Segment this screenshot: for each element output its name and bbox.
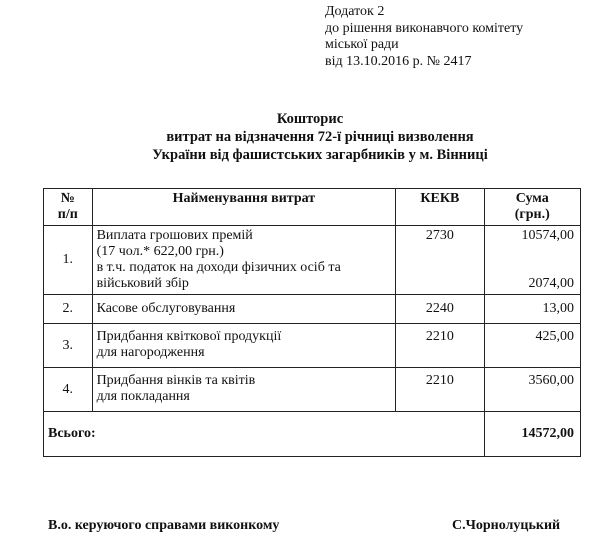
row-name-line: Виплата грошових премій: [96, 228, 253, 243]
header-num: [44, 189, 93, 226]
signature-position: В.о. керуючого справами виконкому: [48, 518, 280, 533]
row-kekv: 2210: [396, 324, 484, 368]
row-name: [92, 295, 396, 324]
table-row: [44, 226, 581, 295]
row-sum-sub: 2074,00: [528, 276, 574, 291]
header-kekv: КЕКВ: [396, 189, 484, 226]
table-header-row: [44, 189, 581, 226]
row-num: 4.: [44, 368, 93, 412]
row-name-line: Придбання вінків та квітів: [96, 373, 256, 388]
title-line-1: Кошторис: [276, 111, 344, 127]
row-name: [92, 226, 396, 295]
row-name-line: для покладання: [96, 389, 190, 404]
table-row: [44, 368, 581, 412]
total-value: 14572,00: [484, 412, 580, 457]
row-name-line: в т.ч. податок на доходи фізичних осіб та: [96, 260, 341, 275]
header-num-line-2: п/п: [57, 207, 78, 222]
row-name-line: для нагородження: [96, 345, 205, 360]
row-name: [92, 324, 396, 368]
header-sum: [484, 189, 580, 226]
row-sum: 3560,00: [484, 368, 580, 412]
row-kekv: 2730: [396, 226, 484, 295]
annex-line-2: до рішення виконавчого комітету: [325, 20, 524, 36]
table-row: [44, 324, 581, 368]
row-sum-main: 10574,00: [521, 228, 574, 243]
estimate-table: [43, 188, 581, 457]
signature-name: С.Чорнолуцький: [452, 518, 561, 533]
row-name-line: військовий збір: [96, 276, 189, 291]
row-name-line: Придбання квіткової продукції: [96, 329, 282, 344]
row-kekv: 2210: [396, 368, 484, 412]
row-sum: 425,00: [484, 324, 580, 368]
header-sum-line-2: (грн.): [514, 207, 550, 222]
total-label: Всього:: [44, 412, 485, 457]
annex-line-3: міської ради: [325, 37, 399, 52]
row-sum: [484, 226, 580, 295]
row-num: 3.: [44, 324, 93, 368]
row-num: 1.: [44, 226, 93, 295]
header-name: Найменування витрат: [92, 189, 396, 226]
header-num-line-1: №: [60, 191, 75, 206]
annex-line-4: від 13.10.2016 р. № 2417: [325, 53, 472, 69]
header-sum-line-1: Сума: [515, 191, 549, 206]
row-kekv: 2240: [396, 295, 484, 324]
row-num: 2.: [44, 295, 93, 324]
row-sum: 13,00: [484, 295, 580, 324]
title-line-3: України від фашистських загарбників у м. Вінниці: [152, 147, 488, 163]
annex-header: [325, 4, 523, 70]
row-name-line: (17 чол.* 622,00 грн.): [96, 244, 224, 259]
title-line-2: витрат на відзначення 72-ї річниці визволення: [166, 129, 474, 145]
row-name: [92, 368, 396, 412]
total-row: [44, 412, 581, 457]
row-name-line: Касове обслуговування: [96, 301, 236, 316]
document-title: [0, 110, 600, 164]
table-row: [44, 295, 581, 324]
annex-line-1: Додаток 2: [325, 4, 385, 19]
